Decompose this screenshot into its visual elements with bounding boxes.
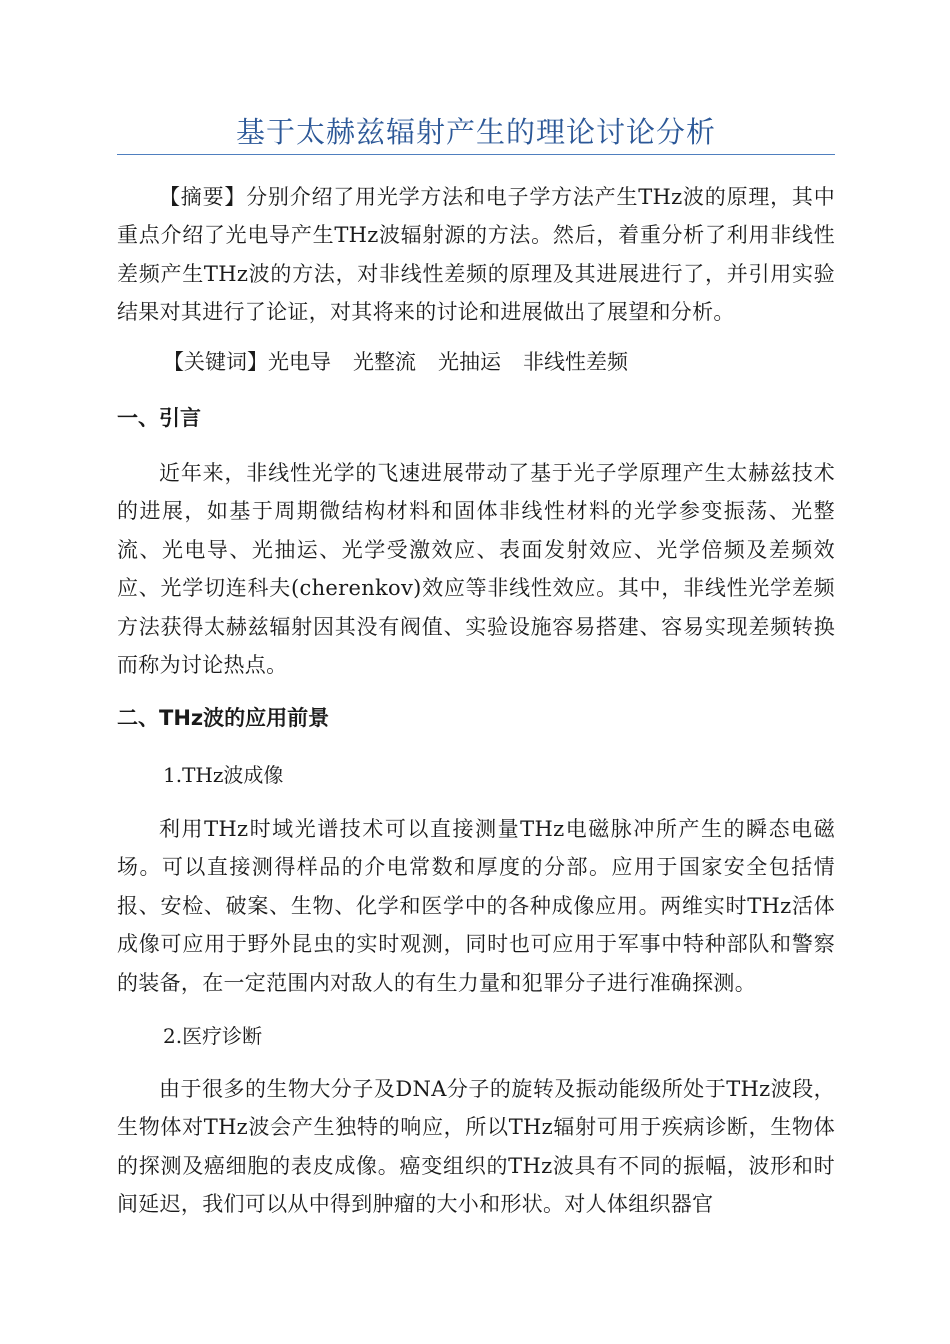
keywords-label: 【关键词】 <box>163 350 268 374</box>
imaging-paragraph: 利用THz时域光谱技术可以直接测量THz电磁脉冲所产生的瞬态电磁场。可以直接测得样品的介电常数和厚度的分部。应用于国家安全包括情报、安检、破案、生物、化学和医学中的各种成像应用。两维实时THz活体成像可应用于野外昆虫的实时观测，同时也可应用于军事中特种部队和警察的装备，在一定范围内对敌人的有生力量和犯罪分子进行准确探测。 <box>117 817 835 995</box>
section-heading-applications: 二、THz波的应用前景 <box>117 706 330 730</box>
title-underline <box>117 154 835 155</box>
introduction-paragraph: 近年来，非线性光学的飞速进展带动了基于光子学原理产生太赫兹技术的进展，如基于周期微结构材料和固体非线性材料的光学参变振荡、光整流、光电导、光抽运、光学受激效应、表面发射效应、光学倍频及差频效应、光学切连科夫(cherenkov)效应等非线性效应。其中，非线性光学差频方法获得太赫兹辐射因其没有阀值、实验设施容易搭建、容易实现差频转换而称为讨论热点。 <box>117 461 835 678</box>
subsection-heading-medical: 2.医疗诊断 <box>163 1024 263 1048</box>
abstract-paragraph: 【摘要】分别介绍了用光学方法和电子学方法产生THz波的原理，其中重点介绍了光电导产生THz波辐射源的方法。然后，着重分析了利用非线性差频产生THz波的方法，对非线性差频的原理及其进展进行了，并引用实验结果对其进行了论证，对其将来的讨论和进展做出了展望和分析。 <box>117 185 835 325</box>
medical-paragraph: 由于很多的生物大分子及DNA分子的旋转及振动能级所处于THz波段，生物体对THz波会产生独特的响应，所以THz辐射可用于疾病诊断，生物体的探测及癌细胞的表皮成像。癌变组织的THz波具有不同的振幅，波形和时间延迟，我们可以从中得到肿瘤的大小和形状。对人体组织器官 <box>117 1077 835 1217</box>
keyword-term: 光电导 <box>268 350 331 374</box>
keyword-term: 非线性差频 <box>523 350 628 374</box>
keywords-line <box>163 347 628 377</box>
keyword-term: 光抽运 <box>438 350 501 374</box>
keyword-term: 光整流 <box>353 350 416 374</box>
section-heading-introduction: 一、引言 <box>117 406 201 430</box>
page-title: 基于太赫兹辐射产生的理论讨论分析 <box>235 115 716 149</box>
subsection-heading-imaging: 1.THz波成像 <box>163 763 284 787</box>
